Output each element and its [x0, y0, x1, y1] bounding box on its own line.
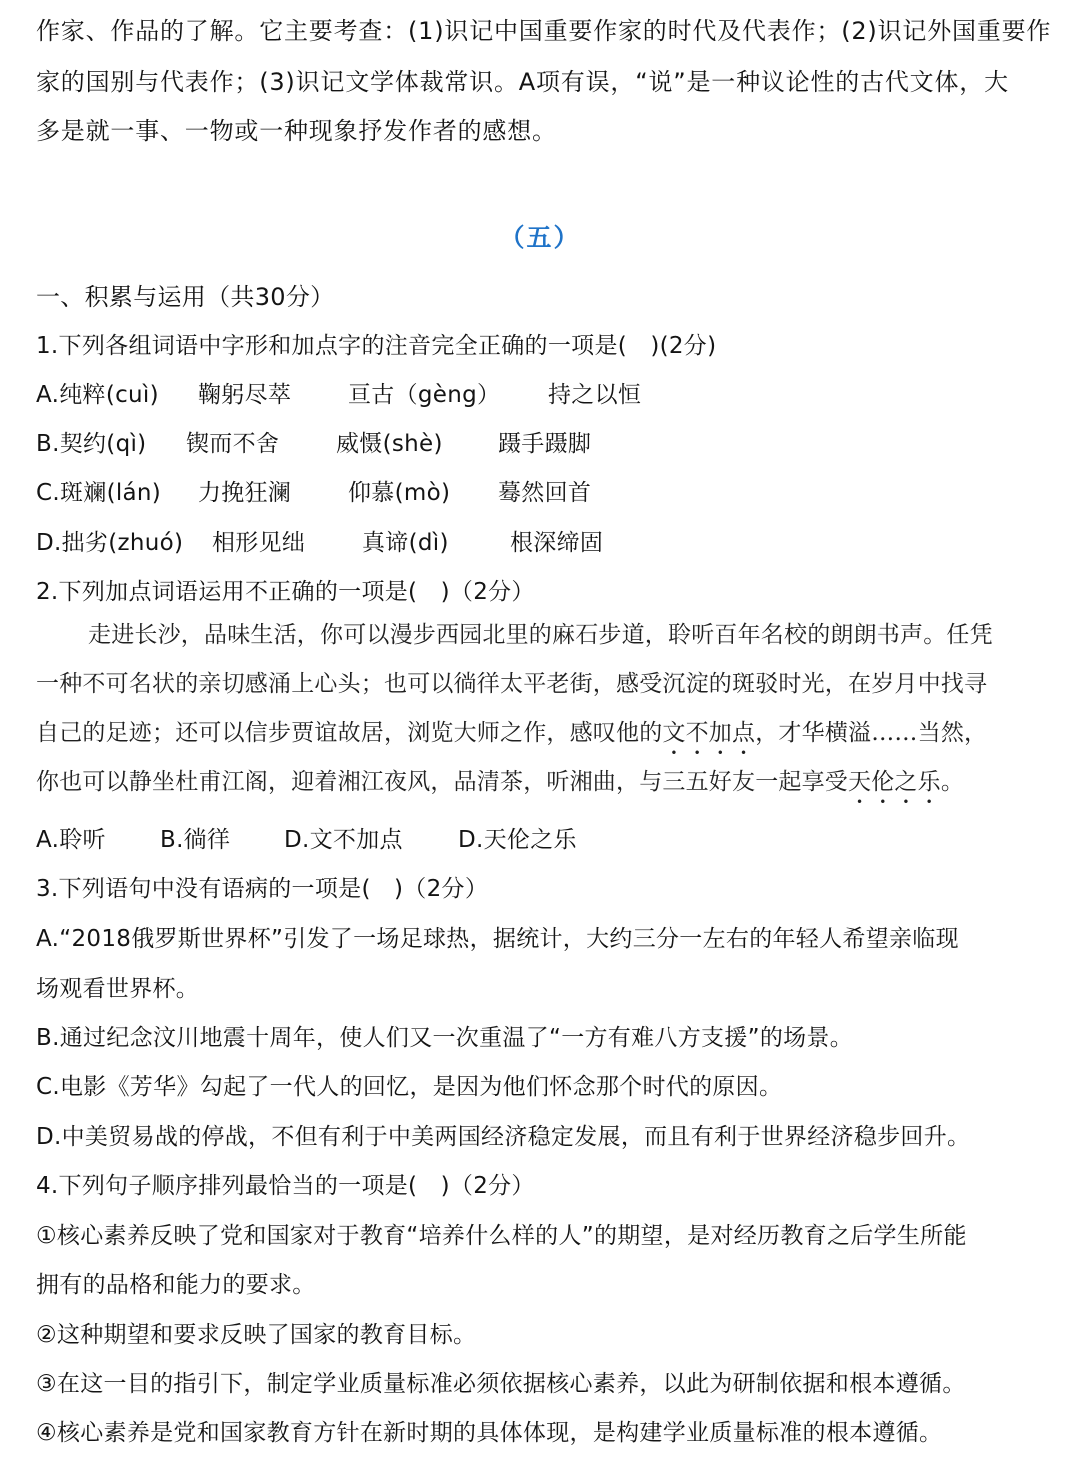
q1-b-word-3: 威慑(shè) [336, 431, 443, 457]
q3-stem: 3.下列语句中没有语病的一项是( )（2分） [36, 876, 489, 902]
part-heading: 一、积累与运用（共30分） [36, 283, 335, 311]
q2-option-d: D.天伦之乐 [458, 827, 577, 853]
q3-option-d: D.中美贸易战的停战，不但有利于中美两国经济稳定发展，而且有利于世界经济稳步回升。 [36, 1124, 971, 1150]
q1-d-word-2: 相形见绌 [212, 530, 306, 556]
q1-b-word-1: B.契约(qì) [36, 431, 147, 457]
intro-line-3: 多是就一事、一物或一种现象抒发作者的感想。 [36, 117, 557, 145]
q1-a-word-1: A.纯粹(cuì) [36, 382, 159, 408]
q4-sentence-2: ②这种期望和要求反映了国家的教育目标。 [36, 1322, 477, 1348]
q1-c-word-1: C.斑斓(lán) [36, 480, 162, 506]
q2-option-b: B.徜徉 [160, 827, 231, 853]
q2-passage-line-2: 一种不可名状的亲切感涌上心头；也可以徜徉太平老街，感受沉淀的斑驳时光，在岁月中找寻 [36, 671, 988, 697]
q1-d-word-4: 根深缔固 [510, 530, 604, 556]
q2-dotted-word-tianlunzhile: 天伦之乐 [848, 769, 941, 795]
q3-option-a-line-2: 场观看世界杯。 [36, 976, 200, 1002]
q2-passage-line-4-pre: 你也可以静坐杜甫江阁，迎着湘江夜风，品清茶，听湘曲，与三五好友一起享受 [36, 769, 848, 795]
q1-c-word-3: 仰慕(mò) [348, 480, 451, 506]
q1-a-word-4: 持之以恒 [548, 382, 642, 408]
q4-stem: 4.下列句子顺序排列最恰当的一项是( )（2分） [36, 1173, 535, 1199]
q3-option-b: B.通过纪念汶川地震十周年，使人们又一次重温了“一方有难八方支援”的场景。 [36, 1025, 854, 1051]
q1-d-word-3: 真谛(dì) [362, 530, 449, 556]
intro-line-1: 作家、作品的了解。它主要考查：(1)识记中国重要作家的时代及代表作；(2)识记外国重要作 [36, 17, 1052, 45]
q1-c-word-4: 蓦然回首 [498, 480, 592, 506]
q2-dotted-word-wenbujiadian: 文不加点 [662, 720, 756, 746]
q1-b-word-4: 蹑手蹑脚 [498, 431, 592, 457]
q2-passage-line-1: 走进长沙，品味生活，你可以漫步西园北里的麻石步道，聆听百年名校的朗朗书声。任凭 [88, 622, 993, 648]
q1-a-word-2: 鞠躬尽萃 [198, 382, 292, 408]
q1-stem: 1.下列各组词语中字形和加点字的注音完全正确的一项是( )(2分) [36, 333, 717, 359]
q2-stem: 2.下列加点词语运用不正确的一项是( )（2分） [36, 579, 535, 605]
intro-line-2: 家的国别与代表作；(3)识记文学体裁常识。A项有误，“说”是一种议论性的古代文体，大 [36, 68, 1009, 96]
q4-sentence-1-line-2: 拥有的品格和能力的要求。 [36, 1272, 316, 1298]
q2-passage-line-3-post: ，才华横溢……当然， [755, 720, 988, 746]
q1-a-word-3: 亘古（gèng） [348, 382, 501, 408]
q1-c-word-2: 力挽狂澜 [198, 480, 292, 506]
q4-sentence-1-line-1: ①核心素养反映了党和国家对于教育“培养什么样的人”的期望，是对经历教育之后学生所能 [36, 1223, 967, 1249]
q4-sentence-3: ③在这一目的指引下，制定学业质量标准必须依据核心素养，以此为研制依据和根本遵循。 [36, 1371, 966, 1397]
q3-option-c: C.电影《芳华》勾起了一代人的回忆，是因为他们怀念那个时代的原因。 [36, 1074, 783, 1100]
q3-option-a-line-1: A.“2018俄罗斯世界杯”引发了一场足球热，据统计，大约三分一左右的年轻人希望亲临现 [36, 926, 959, 952]
q1-b-word-2: 锲而不舍 [186, 431, 280, 457]
q2-passage-line-4 [36, 767, 964, 809]
section-title: （五） [499, 223, 581, 252]
q1-d-word-1: D.拙劣(zhuó) [36, 530, 184, 556]
q2-passage-line-4-post: 。 [940, 769, 965, 795]
q2-option-a: A.聆听 [36, 827, 106, 853]
q2-passage-line-3 [36, 718, 987, 760]
q4-sentence-4: ④核心素养是党和国家教育方针在新时期的具体体现，是构建学业质量标准的根本遵循。 [36, 1420, 943, 1446]
q2-passage-line-3-pre: 自己的足迹；还可以信步贾谊故居，浏览大师之作，感叹他的 [36, 720, 663, 746]
q2-option-c: D.文不加点 [284, 827, 403, 853]
